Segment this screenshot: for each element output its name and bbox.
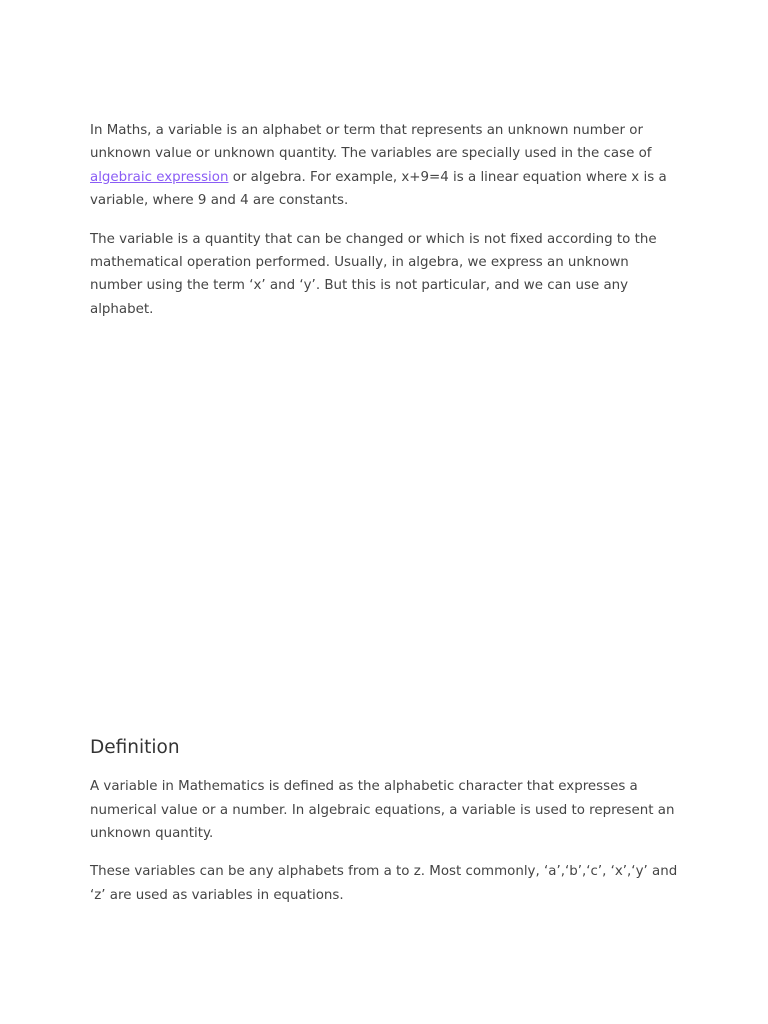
- intro-text-before-link: In Maths, a variable is an alphabet or term that represents an unknown number or unknown value or unknown quantity. The variables are specially used in the case of: [90, 123, 652, 162]
- article-content: [90, 119, 682, 907]
- algebraic-expression-link[interactable]: algebraic expression: [90, 169, 229, 185]
- intro-paragraph-2: The variable is a quantity that can be changed or which is not fixed according to the mathematical operation performed. Usually, in algebra, we express an unknown number using the term ‘x’ and ‘y’. But this is not particular, and we can use any alphabet.: [90, 231, 657, 317]
- definition-paragraph-1: A variable in Mathematics is defined as the alphabetic character that expresses a numerical value or a number. In algebraic equations, a variable is used to represent an unknown quantity.: [90, 779, 675, 842]
- definition-paragraph-2: These variables can be any alphabets from a to z. Most commonly, ‘a’,‘b’,‘c’, ‘x’,‘y’ and ‘z’ are used as variables in equations.: [90, 864, 678, 903]
- intro-text-after-link: or algebra. For example, x+9=4 is a linear equation where x is a variable, where 9 and 4 are constants.: [90, 169, 667, 209]
- definition-heading: Definition: [90, 737, 180, 759]
- intro-paragraph-1: [90, 119, 682, 213]
- blank-space: [90, 321, 682, 734]
